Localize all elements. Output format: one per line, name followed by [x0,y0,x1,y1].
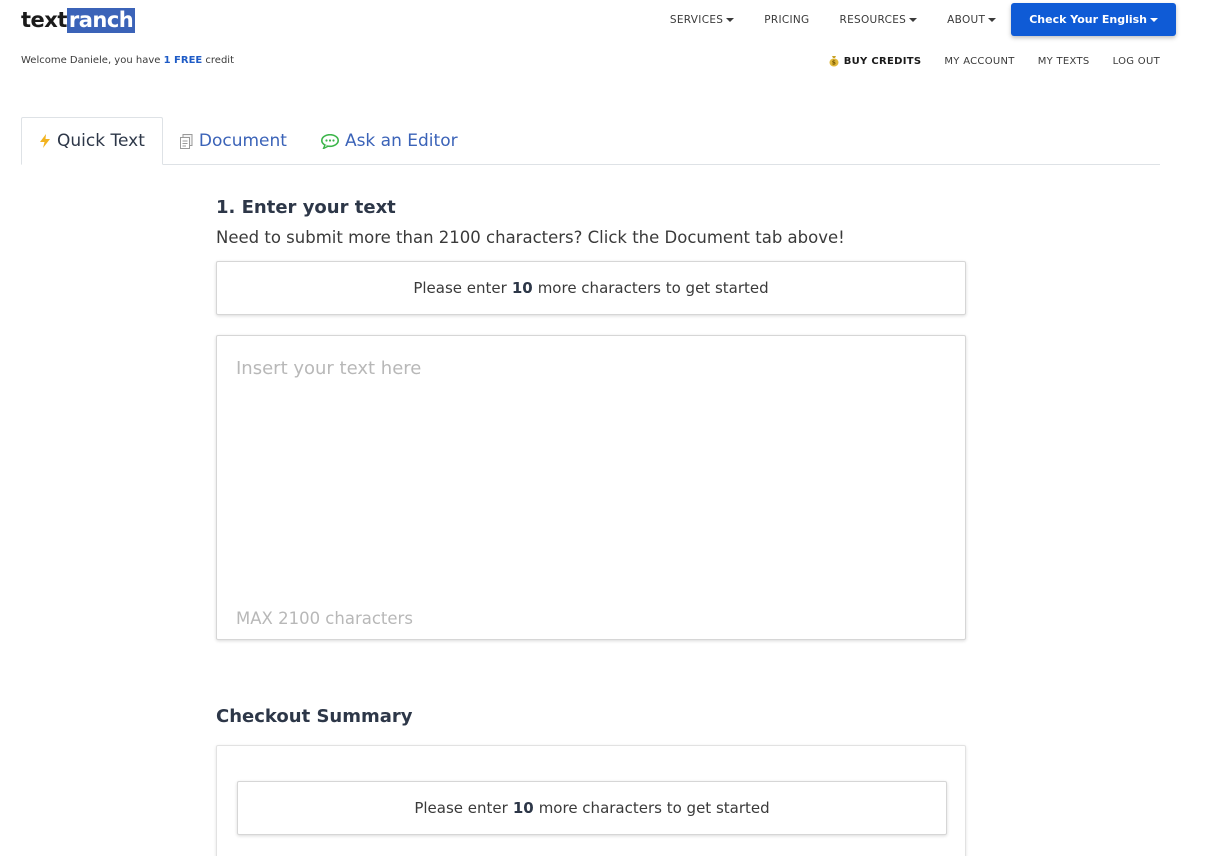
svg-text:$: $ [831,59,836,67]
submission-tabs [21,117,1160,165]
text-input[interactable] [217,336,965,639]
tab-quick-text[interactable] [21,117,163,165]
nav-services-label: SERVICES [669,13,724,26]
nav-about-label: ABOUT [947,13,986,26]
caret-down-icon [909,18,917,22]
welcome-message [21,55,234,66]
character-requirement-notice [216,261,966,315]
caret-down-icon [726,18,734,22]
logo-text-part: text [21,8,67,32]
caret-down-icon [1150,18,1158,22]
buy-credits-label: BUY CREDITS [843,55,922,67]
max-characters-label: MAX 2100 characters [236,609,413,628]
check-your-english-label: Check Your English [1029,13,1147,26]
nav-pricing[interactable] [764,3,809,36]
checkout-summary-box [216,745,966,856]
welcome-prefix: Welcome Daniele, you have [21,55,161,66]
my-texts-link[interactable]: MY TEXTS [1037,55,1090,67]
lightning-icon [39,134,51,148]
checkout-notice-count: 10 [512,799,534,817]
buy-credits-link[interactable] [828,55,922,67]
step-subtitle: Need to submit more than 2100 characters? Click the Document tab above! [216,228,845,247]
quick-text-panel [216,196,966,817]
logo-boxed-part: ranch [68,7,134,32]
check-your-english-button[interactable] [1011,3,1176,36]
notice-count: 10 [511,279,533,297]
free-credit-count: 1 FREE [163,55,203,66]
checkout-requirement-notice [237,781,947,835]
nav-resources-label: RESOURCES [839,13,907,26]
tab-document-label: Document [198,131,287,151]
nav-pricing-label: PRICING [764,13,810,26]
nav-resources[interactable] [839,3,917,36]
tab-quick-text-label: Quick Text [57,131,145,151]
nav-services[interactable] [670,3,734,36]
my-account-link[interactable]: MY ACCOUNT [944,55,1015,67]
notice-prefix: Please enter [413,279,507,297]
notice-suffix: more characters to get started [537,279,769,297]
step-title: 1. Enter your text [216,197,396,218]
tab-ask-an-editor[interactable] [304,117,475,165]
caret-down-icon [988,18,996,22]
money-bag-icon [828,55,840,67]
checkout-summary-title: Checkout Summary [216,706,413,727]
tab-document[interactable] [163,117,304,165]
text-input-box [216,335,966,640]
log-out-link[interactable]: LOG OUT [1112,55,1160,67]
account-navigation [805,55,1160,67]
nav-about[interactable] [947,3,996,36]
checkout-notice-suffix: more characters to get started [538,799,770,817]
tab-ask-an-editor-label: Ask an Editor [344,131,458,151]
welcome-suffix: credit [205,55,235,66]
document-icon [180,134,193,149]
speech-bubble-icon [321,134,339,149]
checkout-notice-prefix: Please enter [414,799,508,817]
top-navigation [640,3,1176,36]
textranch-logo[interactable] [21,7,135,33]
